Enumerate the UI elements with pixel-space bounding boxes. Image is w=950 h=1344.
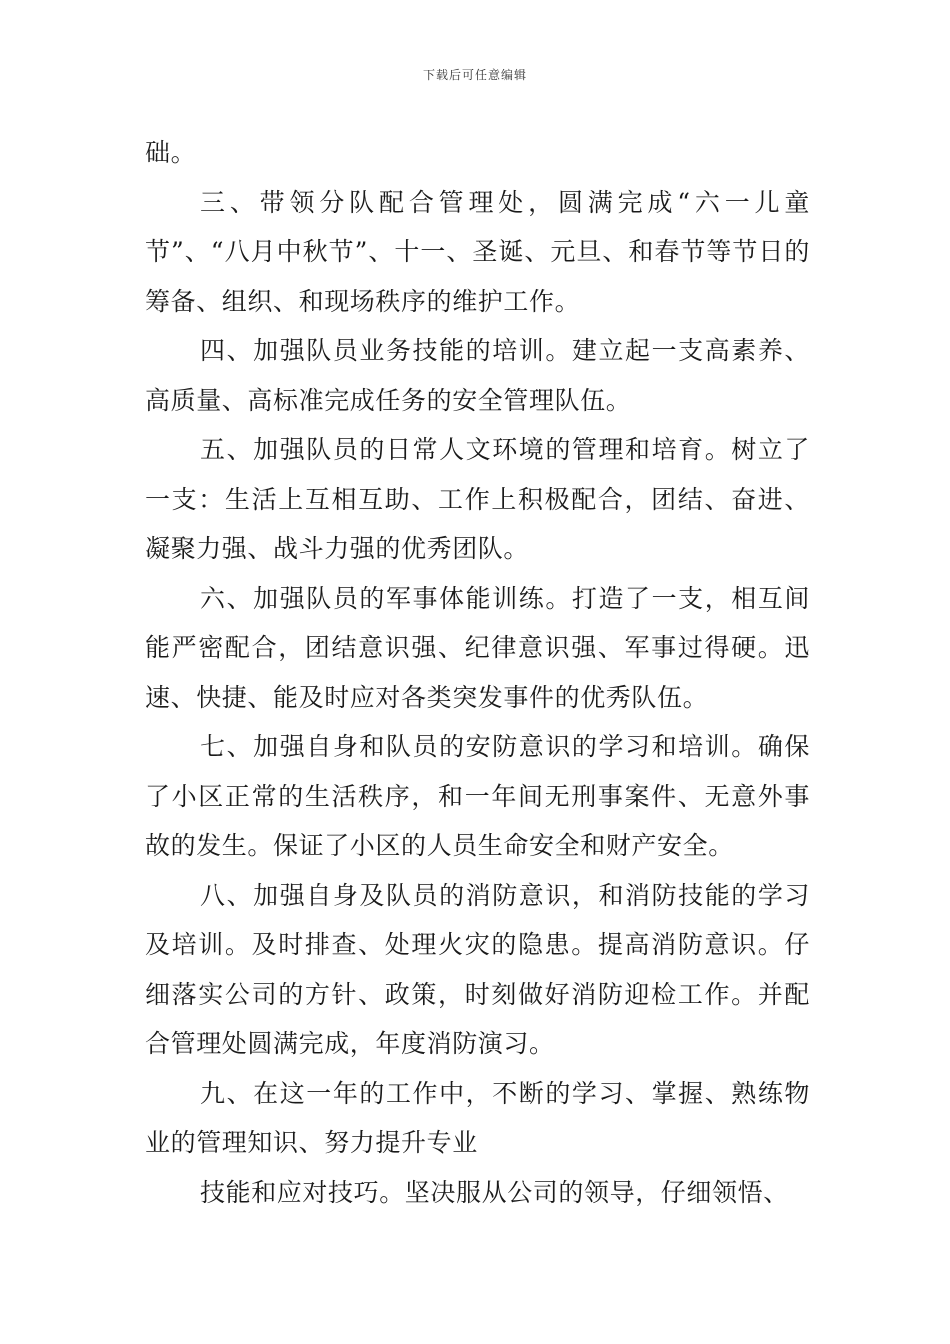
paragraph-item-8: 八、加强自身及队员的消防意识，和消防技能的学习及培训。及时排查、处理火灾的隐患。提高消防意识。仔细落实公司的方针、政策，时刻做好消防迎检工作。并配合管理处圆满完成，年度消防演习。 xyxy=(145,880,810,1058)
paragraph-item-9: 九、在这一年的工作中，不断的学习、掌握、熟练物业的管理知识、努力提升专业 xyxy=(145,1078,810,1157)
paragraph-item-9-continued: 技能和应对技巧。坚决服从公司的领导，仔细领悟、 xyxy=(200,1177,789,1207)
paragraph-item-4: 四、加强队员业务技能的培训。建立起一支高素养、高质量、高标准完成任务的安全管理队伍。 xyxy=(145,336,810,415)
document-body xyxy=(145,128,810,1217)
paragraph-item-5: 五、加强队员的日常人文环境的管理和培育。树立了一支：生活上互相互助、工作上积极配合，团结、奋进、凝聚力强、战斗力强的优秀团队。 xyxy=(145,435,810,563)
page-header: 下载后可任意编辑 xyxy=(422,68,527,82)
paragraph-continuation: 础。 xyxy=(145,138,197,167)
paragraph-item-6: 六、加强队员的军事体能训练。打造了一支，相互间能严密配合，团结意识强、纪律意识强、军事过得硬。迅速、快捷、能及时应对各类突发事件的优秀队伍。 xyxy=(145,583,810,712)
paragraph-item-7: 七、加强自身和队员的安防意识的学习和培训。确保了小区正常的生活秩序，和一年间无刑事案件、无意外事故的发生。保证了小区的人员生命安全和财产安全。 xyxy=(145,732,810,860)
paragraph-item-3: 三、带领分队配合管理处，圆满完成“六一儿童节”、“八月中秋节”、十一、圣诞、元旦、和春节等节日的筹备、组织、和现场秩序的维护工作。 xyxy=(145,187,810,316)
